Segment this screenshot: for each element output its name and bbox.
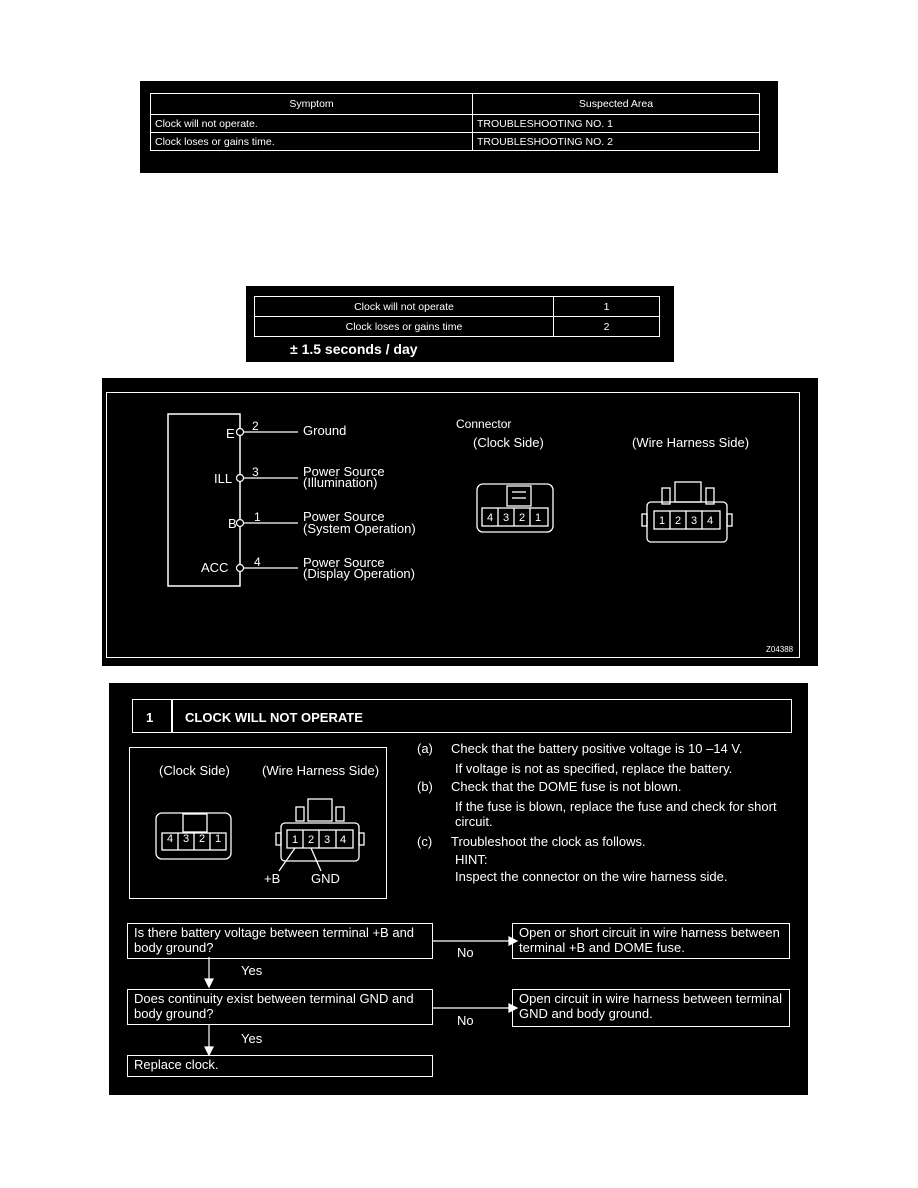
- terminal-name: ILL: [214, 471, 233, 486]
- yes-label: Yes: [241, 963, 263, 978]
- terminal-name: B: [228, 516, 237, 531]
- table-row: [151, 133, 760, 151]
- pin-label: 4: [340, 834, 347, 846]
- quick-table-panel: [246, 286, 674, 362]
- hint-label: HINT:: [455, 852, 488, 867]
- section-number: 1: [146, 710, 154, 725]
- harness-side-label: (Wire Harness Side): [632, 435, 750, 450]
- pin-label: 2: [308, 834, 315, 846]
- pin-label: 2: [199, 833, 206, 845]
- table-row: [255, 317, 660, 337]
- pin-label: 4: [167, 833, 174, 845]
- terminal-label-sub: (Display Operation): [303, 566, 415, 581]
- step-letter: (c): [417, 834, 433, 849]
- terminal-number: 4: [254, 555, 261, 569]
- symptom-cell: Clock loses or gains time: [255, 317, 554, 337]
- terminal-label: Power Source: [303, 555, 385, 570]
- step-letter: (b): [417, 779, 433, 794]
- pin-label: 4: [707, 515, 714, 527]
- terminal-number: 3: [252, 465, 259, 479]
- terminal-label-sub: (Illumination): [303, 475, 378, 490]
- symptom-cell: Clock loses or gains time.: [151, 133, 473, 151]
- tolerance-text: ± 1.5 seconds / day: [290, 341, 418, 357]
- area-cell: TROUBLESHOOTING NO. 1: [473, 115, 760, 133]
- hint-text: Inspect the connector on the wire harness side.: [455, 869, 728, 884]
- pin-label: 1: [659, 515, 666, 527]
- number-cell: 1: [554, 297, 660, 317]
- harness-side-connector-icon: [642, 482, 732, 542]
- symptom-cell: Clock will not operate.: [151, 115, 473, 133]
- terminal-name: E: [226, 426, 235, 441]
- yes-label: Yes: [241, 1031, 263, 1046]
- clock-side-connector-icon: [477, 484, 553, 532]
- question-2-box: Does continuity exist between terminal GND and body ground?: [127, 989, 433, 1025]
- connector-title: Connector: [456, 417, 512, 431]
- pin-label: 4: [487, 512, 494, 524]
- area-cell: TROUBLESHOOTING NO. 2: [473, 133, 760, 151]
- pin-label: 1: [292, 834, 299, 846]
- harness-side-label: (Wire Harness Side): [262, 763, 380, 778]
- pin-label: 3: [691, 515, 698, 527]
- symptom-cell: Clock will not operate: [255, 297, 554, 317]
- step-sub: If the fuse is blown, replace the fuse and check for short circuit.: [455, 799, 777, 829]
- symptom-header: Symptom: [151, 94, 473, 115]
- suspected-area-header: Suspected Area: [473, 94, 760, 115]
- terminal-label: Power Source: [303, 464, 385, 479]
- step-text: Check that the battery positive voltage is 10 –14 V.: [451, 741, 743, 756]
- terminal-name: ACC: [201, 560, 229, 575]
- pin-label: 3: [324, 834, 331, 846]
- pin-label: 3: [183, 833, 190, 845]
- symptom-table: [150, 93, 760, 151]
- pin-label: 1: [215, 833, 222, 845]
- pin-label: 1: [535, 512, 542, 524]
- quick-table: [254, 296, 660, 337]
- pin-label: 2: [675, 515, 682, 527]
- step-letter: (a): [417, 741, 433, 756]
- troubleshooting-panel: [109, 683, 808, 1095]
- pin-label: 3: [503, 512, 510, 524]
- step-text: Troubleshoot the clock as follows.: [451, 834, 646, 849]
- wiring-diagram-panel: [102, 378, 818, 666]
- terminal-label-sub: (System Operation): [303, 521, 416, 536]
- clock-side-label: (Clock Side): [159, 763, 230, 778]
- gnd-label: GND: [311, 871, 340, 886]
- symptom-table-panel: [140, 81, 778, 173]
- harness-side-connector-icon: [276, 799, 364, 871]
- terminal-number: 2: [252, 419, 259, 433]
- step-text: Check that the DOME fuse is not blown.: [451, 779, 682, 794]
- clock-side-label: (Clock Side): [473, 435, 544, 450]
- section-title: CLOCK WILL NOT OPERATE: [185, 710, 363, 725]
- table-row: [255, 297, 660, 317]
- figure-code: Z04388: [766, 645, 794, 654]
- no-label: No: [457, 1013, 474, 1028]
- no-label: No: [457, 945, 474, 960]
- terminal-label: Ground: [303, 423, 347, 438]
- question-1-box: Is there battery voltage between terminal +B and body ground?: [127, 923, 433, 959]
- terminal-label: Power Source: [303, 509, 385, 524]
- result-2-box: Open circuit in wire harness between terminal GND and body ground.: [512, 989, 790, 1027]
- step-sub: If voltage is not as specified, replace the battery.: [455, 761, 733, 776]
- result-1-box: Open or short circuit in wire harness between terminal +B and DOME fuse.: [512, 923, 790, 959]
- replace-clock-box: Replace clock.: [127, 1055, 433, 1077]
- terminal-number: 1: [254, 510, 261, 524]
- number-cell: 2: [554, 317, 660, 337]
- plus-b-label: +B: [264, 871, 281, 886]
- pin-label: 2: [519, 512, 526, 524]
- table-row: [151, 115, 760, 133]
